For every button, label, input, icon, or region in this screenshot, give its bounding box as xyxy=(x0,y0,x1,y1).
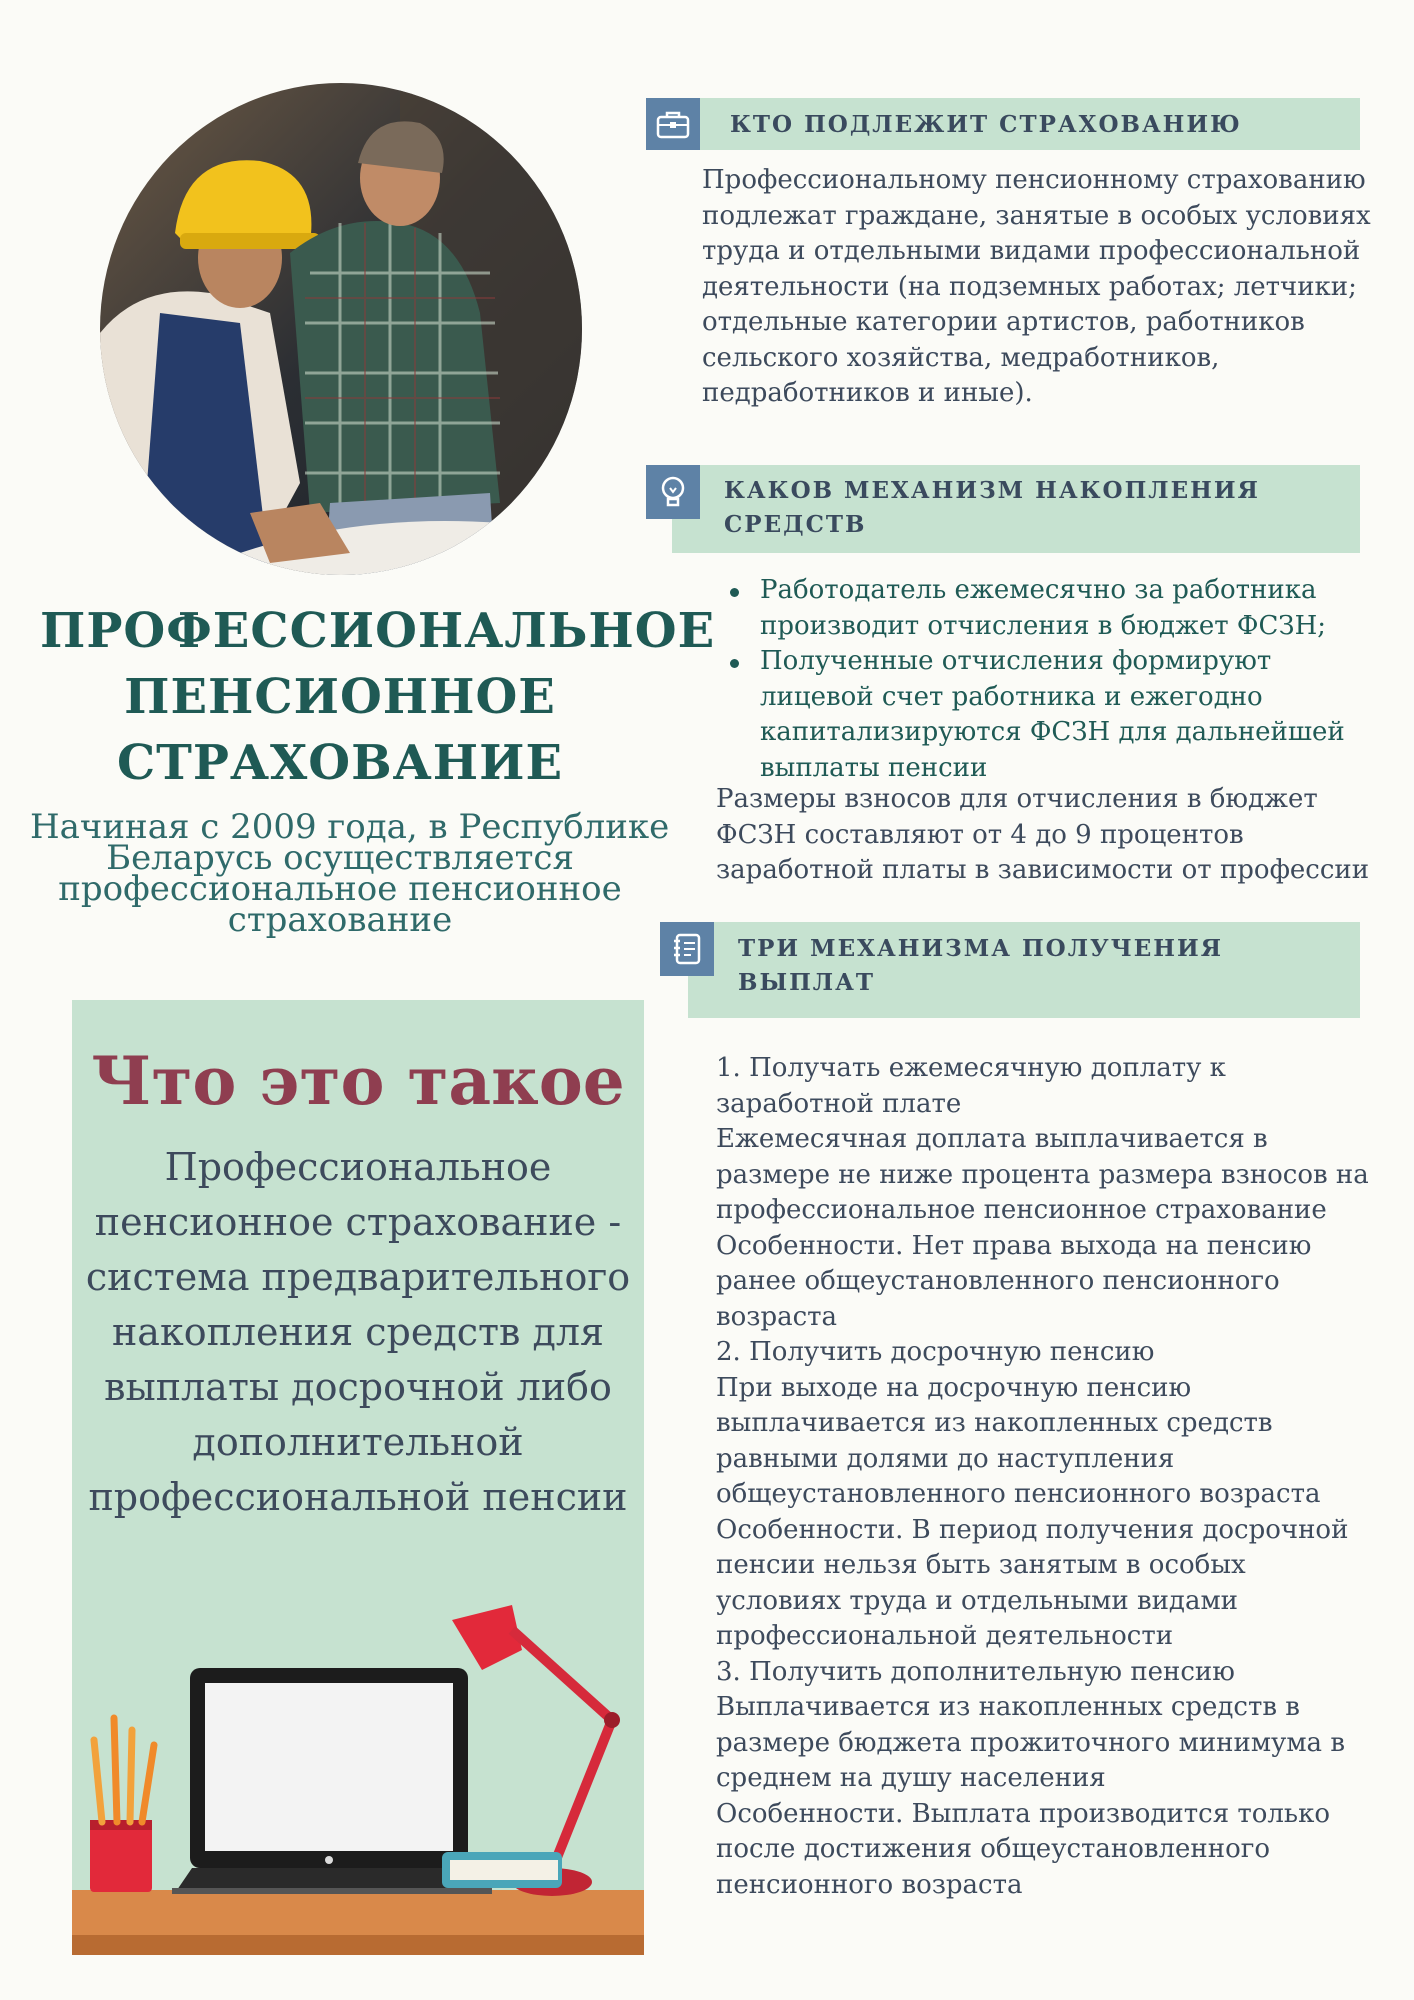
mechanism-note-line: Размеры взносов для отчисления в бюджет xyxy=(716,784,1318,814)
what-is-line: дополнительной xyxy=(192,1420,524,1464)
payments-section-title xyxy=(738,932,1223,1000)
payments-line: Выплачивается из накопленных средств в xyxy=(716,1692,1300,1722)
mechanism-title-line: КАКОВ МЕХАНИЗМ НАКОПЛЕНИЯ xyxy=(724,477,1260,504)
subtitle xyxy=(30,807,670,940)
mechanism-note xyxy=(716,782,1369,889)
subtitle-line: профессиональное пенсионное xyxy=(58,869,622,909)
payments-title-line: ТРИ МЕХАНИЗМА ПОЛУЧЕНИЯ xyxy=(738,935,1223,962)
who-line: педработников и иные). xyxy=(702,378,1033,408)
what-is-panel xyxy=(72,1000,644,1955)
what-is-line: выплаты досрочной либо xyxy=(104,1365,612,1409)
bullet-item-cont: производит отчисления в бюджет ФСЗН; xyxy=(760,610,1327,641)
title-line: ПРОФЕССИОНАЛЬНОЕ xyxy=(40,603,716,659)
payments-line: Особенности. Нет права выхода на пенсию xyxy=(716,1230,1312,1261)
payments-line: Особенности. В период получения досрочной xyxy=(716,1514,1349,1545)
payments-line: ранее общеустановленного пенсионного xyxy=(716,1266,1280,1296)
title-line: ПЕНСИОННОЕ xyxy=(124,669,556,725)
mechanism-section-title xyxy=(724,474,1260,542)
bullet-item: Работодатель ежемесячно за работника xyxy=(760,573,1345,609)
subtitle-line: страхование xyxy=(227,900,453,940)
lightbulb-icon xyxy=(646,465,700,519)
payments-line: 2. Получить досрочную пенсию xyxy=(716,1337,1155,1367)
payments-line: размере не ниже процента размера взносов на xyxy=(716,1159,1369,1190)
payments-line: Ежемесячная доплата выплачивается в xyxy=(716,1124,1268,1154)
payments-line: равными долями до наступления xyxy=(716,1443,1175,1474)
payments-section-text xyxy=(716,1051,1369,1903)
payments-line: общеустановленного пенсионного возраста xyxy=(716,1479,1321,1509)
briefcase-icon xyxy=(646,98,700,150)
who-line: отдельные категории артистов, работников xyxy=(702,307,1305,337)
who-line: деятельности (на подземных работах; летчики; xyxy=(702,271,1357,302)
what-is-line: пенсионное страхование - xyxy=(94,1200,622,1244)
subtitle-line: Беларусь осуществляется xyxy=(106,838,574,878)
mechanism-note-line: заработной платы в зависимости от профессии xyxy=(716,855,1370,885)
who-section-text xyxy=(702,163,1371,412)
what-is-heading: Что это такое xyxy=(91,1042,625,1120)
bullet-item-cont: капитализируются ФСЗН для дальнейшей xyxy=(760,717,1345,747)
who-line: Профессиональному пенсионному страхованию xyxy=(702,165,1366,195)
payments-line: Особенности. Выплата производится только xyxy=(716,1798,1330,1829)
payments-line: 1. Получать ежемесячную доплату к xyxy=(716,1053,1226,1083)
mechanism-bullets xyxy=(760,573,1345,786)
payments-line: размере бюджета прожиточного минимума в xyxy=(716,1727,1345,1758)
who-line: труда и отдельными видами профессиональной xyxy=(702,236,1361,266)
who-section-title: КТО ПОДЛЕЖИТ СТРАХОВАНИЮ xyxy=(730,111,1242,138)
payments-line: после достижения общеустановленного xyxy=(716,1834,1270,1864)
who-line: подлежат граждане, занятые в особых условиях xyxy=(702,200,1371,231)
what-is-line: накопления средств для xyxy=(111,1310,605,1354)
payments-line: 3. Получить дополнительную пенсию xyxy=(716,1656,1235,1687)
payments-line: пенсии нельзя быть занятым в особых xyxy=(716,1550,1246,1580)
payments-line: профессиональное пенсионное страхование xyxy=(716,1195,1327,1225)
subtitle-line: Начиная с 2009 года, в Республике xyxy=(30,807,670,847)
payments-line: заработной плате xyxy=(716,1088,962,1119)
payments-line: профессиональной деятельности xyxy=(716,1621,1174,1651)
bullet-item-cont: выплаты пенсии xyxy=(760,752,988,783)
payments-line: пенсионного возраста xyxy=(716,1869,1023,1900)
notebook-icon xyxy=(660,922,714,976)
what-is-line: система предварительного xyxy=(85,1255,631,1299)
workers-photo xyxy=(100,83,582,575)
payments-line: При выходе на досрочную пенсию xyxy=(716,1372,1192,1403)
payments-line: среднем на душу населения xyxy=(716,1763,1106,1793)
bullet-item: Полученные отчисления формируют xyxy=(760,644,1345,680)
payments-line: выплачивается из накопленных средств xyxy=(716,1408,1273,1438)
payments-line: возраста xyxy=(716,1301,838,1332)
payments-line: условиях труда и отдельными видами xyxy=(716,1585,1238,1616)
payments-title-line: ВЫПЛАТ xyxy=(738,969,875,996)
desk-illustration xyxy=(72,1590,644,1955)
main-title xyxy=(40,598,716,796)
mechanism-title-line: СРЕДСТВ xyxy=(724,511,867,538)
what-is-text xyxy=(72,1140,644,1525)
what-is-line: Профессиональное xyxy=(164,1145,552,1189)
title-line: СТРАХОВАНИЕ xyxy=(116,735,564,791)
bullet-item-cont: лицевой счет работника и ежегодно xyxy=(760,681,1263,712)
what-is-line: профессиональной пенсии xyxy=(88,1475,628,1519)
mechanism-note-line: ФСЗН составляют от 4 до 9 процентов xyxy=(716,819,1244,850)
who-line: сельского хозяйства, медработников, xyxy=(702,342,1220,373)
